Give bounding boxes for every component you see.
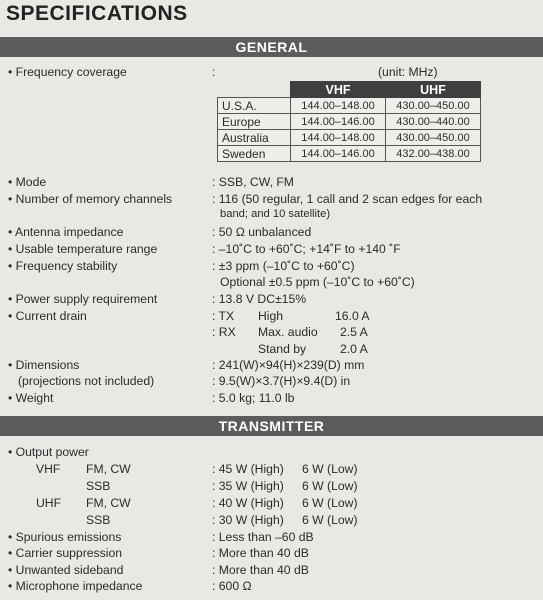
output-mode: FM, CW	[86, 496, 131, 510]
section-header-transmitter: TRANSMITTER	[0, 416, 543, 436]
output-mode: SSB	[86, 479, 111, 493]
frequency-stability-optional: Optional ±0.5 ppm (–10˚C to +60˚C)	[220, 275, 415, 289]
output-band: UHF	[36, 496, 62, 510]
dimensions-label: • Dimensions	[8, 358, 80, 372]
country-cell: U.S.A.	[218, 98, 291, 114]
spurious-emissions-label: • Spurious emissions	[8, 530, 122, 544]
memory-channels-value: : 116 (50 regular, 1 call and 2 scan edges for each	[212, 192, 483, 206]
table-row	[218, 98, 481, 114]
microphone-impedance-value: : 600 Ω	[212, 579, 252, 593]
output-mode: SSB	[86, 513, 111, 527]
country-cell: Europe	[218, 114, 291, 130]
output-low: 6 W (Low)	[302, 479, 358, 493]
current-rx-label: : RX	[212, 325, 236, 339]
memory-channels-label: • Number of memory channels	[8, 192, 173, 206]
frequency-table	[217, 81, 481, 162]
output-low: 6 W (Low)	[302, 496, 358, 510]
dimensions-value-mm: : 241(W)×94(H)×239(D) mm	[212, 358, 365, 372]
vhf-cell: 144.00–146.00	[291, 114, 386, 130]
current-rx-value: 2.5 A	[340, 325, 368, 339]
country-cell: Australia	[218, 130, 291, 146]
uhf-cell: 430.00–440.00	[386, 114, 481, 130]
table-header-vhf: VHF	[291, 82, 386, 98]
carrier-suppression-value: : More than 40 dB	[212, 546, 309, 560]
table-row	[218, 114, 481, 130]
uhf-cell: 432.00–438.00	[386, 146, 481, 162]
unit-note: (unit: MHz)	[378, 65, 438, 79]
mode-value: : SSB, CW, FM	[212, 175, 294, 189]
mode-label: • Mode	[8, 175, 47, 189]
carrier-suppression-label: • Carrier suppression	[8, 546, 122, 560]
table-row	[218, 130, 481, 146]
current-standby-mode: Stand by	[258, 342, 307, 356]
temperature-range-value: : –10˚C to +60˚C; +14˚F to +140 ˚F	[212, 242, 401, 256]
output-band: VHF	[36, 462, 61, 476]
antenna-impedance-label: • Antenna impedance	[8, 225, 124, 239]
antenna-impedance-value: : 50 Ω unbalanced	[212, 225, 312, 239]
current-tx-mode: High	[258, 309, 284, 323]
projections-note: (projections not included)	[18, 374, 155, 388]
output-power-label: • Output power	[8, 445, 89, 459]
weight-value: : 5.0 kg; 11.0 lb	[212, 391, 295, 405]
spurious-emissions-value: : Less than –60 dB	[212, 530, 314, 544]
current-tx-value: 16.0 A	[335, 309, 370, 323]
microphone-impedance-label: • Microphone impedance	[8, 579, 143, 593]
country-cell: Sweden	[218, 146, 291, 162]
unwanted-sideband-label: • Unwanted sideband	[8, 563, 124, 577]
current-drain-label: • Current drain	[8, 309, 87, 323]
current-standby-value: 2.0 A	[340, 342, 368, 356]
weight-label: • Weight	[8, 391, 54, 405]
uhf-cell: 430.00–450.00	[386, 98, 481, 114]
power-supply-value: : 13.8 V DC±15%	[212, 292, 307, 306]
freq-coverage-colon: :	[212, 65, 216, 79]
vhf-cell: 144.00–148.00	[291, 98, 386, 114]
temperature-range-label: • Usable temperature range	[8, 242, 158, 256]
current-rx-mode: Max. audio	[258, 325, 318, 339]
output-low: 6 W (Low)	[302, 513, 358, 527]
vhf-cell: 144.00–146.00	[291, 146, 386, 162]
table-corner	[218, 82, 291, 98]
memory-channels-value-cont: band; and 10 satellite)	[220, 208, 331, 220]
frequency-stability-value: : ±3 ppm (–10˚C to +60˚C)	[212, 259, 355, 273]
dimensions-value-in: : 9.5(W)×3.7(H)×9.4(D) in	[212, 374, 351, 388]
freq-coverage-label: • Frequency coverage	[8, 65, 127, 79]
frequency-stability-label: • Frequency stability	[8, 259, 118, 273]
vhf-cell: 144.00–148.00	[291, 130, 386, 146]
table-row	[218, 146, 481, 162]
output-high: : 40 W (High)	[212, 496, 284, 510]
output-low: 6 W (Low)	[302, 462, 358, 476]
output-high: : 45 W (High)	[212, 462, 284, 476]
current-tx-label: : TX	[212, 309, 235, 323]
output-high: : 35 W (High)	[212, 479, 284, 493]
uhf-cell: 430.00–450.00	[386, 130, 481, 146]
table-header-uhf: UHF	[386, 82, 481, 98]
unwanted-sideband-value: : More than 40 dB	[212, 563, 309, 577]
power-supply-label: • Power supply requirement	[8, 292, 158, 306]
output-mode: FM, CW	[86, 462, 131, 476]
output-high: : 30 W (High)	[212, 513, 284, 527]
page-title: SPECIFICATIONS	[6, 2, 188, 25]
section-header-general: GENERAL	[0, 37, 543, 57]
